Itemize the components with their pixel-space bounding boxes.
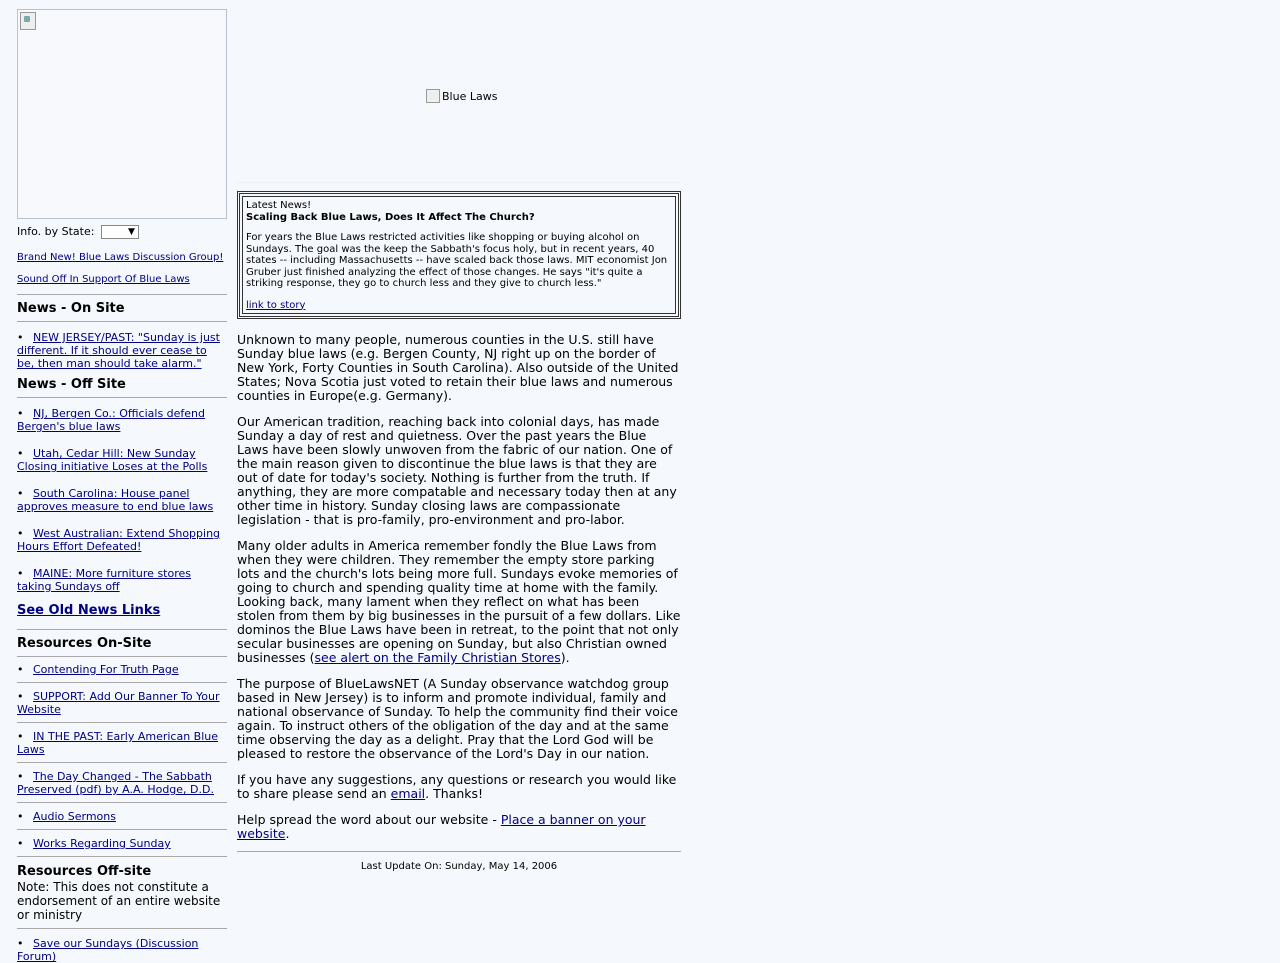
list-item	[17, 730, 227, 756]
news-off-site-link[interactable]: West Australian: Extend Shopping Hours Effort Defeated!	[17, 527, 221, 553]
divider	[17, 722, 227, 723]
divider	[17, 829, 227, 830]
state-select[interactable]	[101, 225, 139, 239]
list-item	[17, 810, 227, 823]
latest-news-body: For years the Blue Laws restricted activities like shopping or buying alcohol on Sundays. The goal was the keep the Sabbath's focus holy, but in recent years, 40 states -- including Massachusetts -- have scaled back those laws. MIT economist Jon Gruber just finished analyzing the effect of those changes. He says "it's quite a striking response, they go to church less and they give to church less."	[246, 232, 668, 289]
discussion-group-link[interactable]: Brand New! Blue Laws Discussion Group!	[17, 252, 224, 263]
broken-image-icon	[20, 12, 36, 30]
resource-link[interactable]: Works Regarding Sunday	[33, 837, 171, 850]
resources-off-note: Note: This does not constitute a endorsement of an entire website or ministry	[17, 880, 221, 922]
divider	[17, 802, 227, 803]
list-item	[17, 527, 227, 553]
divider	[17, 682, 227, 683]
news-on-site-link[interactable]: NEW JERSEY/PAST: "Sunday is just different. If it should ever cease to be, then man should take alarm."	[17, 331, 220, 370]
state-selector-row	[17, 224, 227, 240]
resource-link[interactable]: Audio Sermons	[33, 810, 116, 823]
soundoff-link[interactable]: Sound Off In Support Of Blue Laws	[17, 274, 190, 285]
resource-link[interactable]: The Day Changed - The Sabbath Preserved (pdf) by A.A. Hodge, D.D.	[17, 770, 214, 796]
state-label: Info. by State:	[17, 225, 95, 238]
sidebar	[17, 9, 227, 963]
paragraph-text: Many older adults in America remember fondly the Blue Laws from when they were children. They remember the empty store parking lots and the church's lots being more full. Sundays evoke memories of going to church and spending quality time at home with the family. Looking back, many lament when they reflect on what has been stolen from them by big businesses in the pursuit of a few dollars. Like dominos the Blue Laws have been in retreat, to the point that not only secular businesses are opening on Sunday, but also Christian owned businesses (	[237, 538, 681, 665]
divider	[17, 629, 227, 630]
news-off-site-link[interactable]: MAINE: More furniture stores taking Sundays off	[17, 567, 191, 593]
list-item	[17, 407, 227, 433]
list-item	[17, 447, 227, 473]
divider	[17, 762, 227, 763]
list-item	[17, 690, 227, 716]
resources-on-site-heading: Resources On-Site	[17, 636, 152, 651]
paragraph	[237, 773, 681, 801]
last-update: Last Update On: Sunday, May 14, 2006	[360, 861, 558, 872]
banner-alt-text: Blue Laws	[442, 90, 498, 103]
main-content	[237, 0, 681, 874]
divider	[17, 856, 227, 857]
story-link[interactable]: link to story	[246, 299, 306, 311]
list-item	[17, 937, 227, 963]
list-item	[17, 770, 227, 796]
resource-link[interactable]: IN THE PAST: Early American Blue Laws	[17, 730, 219, 756]
paragraph-text: Help spread the word about our website -	[237, 812, 501, 827]
divider	[17, 928, 227, 929]
paragraph: Our American tradition, reaching back into colonial days, has made Sunday a day of rest and quietness. Over the past years the Blue Laws have been slowly unwoven from the fabric of our nation. One of the main reason given to discontinue the blue laws is that they are out of date for today's society. Nothing is further from the truth. If anything, they are more compatable and necessary today then at any other time in history. Sunday closing laws are compassionate legislation - that is pro-family, pro-environment and pro-labor.	[237, 414, 677, 527]
old-news-link[interactable]: See Old News Links	[17, 603, 161, 618]
banner	[237, 0, 681, 183]
list-item	[17, 837, 227, 850]
resource-link[interactable]: SUPPORT: Add Our Banner To Your Website	[17, 690, 220, 716]
banner-image	[426, 89, 497, 104]
banner-placement-link[interactable]: Place a banner on your website	[237, 812, 646, 841]
resource-off-link[interactable]: Save our Sundays (Discussion Forum)	[17, 937, 199, 963]
resource-link[interactable]: Contending For Truth Page	[33, 663, 179, 676]
divider	[17, 294, 227, 295]
email-link[interactable]: email	[390, 786, 426, 801]
paragraph	[237, 813, 681, 841]
list-item	[17, 331, 227, 370]
news-off-site-link[interactable]: NJ, Bergen Co.: Officials defend Bergen's blue laws	[17, 407, 206, 433]
paragraph-text: . Thanks!	[425, 786, 484, 801]
divider	[17, 321, 227, 322]
news-off-site-heading: News - Off Site	[17, 377, 126, 392]
news-on-site-heading: News - On Site	[17, 301, 125, 316]
dropdown-arrow-icon: ▼	[128, 227, 135, 237]
list-item	[17, 567, 227, 593]
paragraph	[237, 539, 681, 665]
paragraph-text: .	[285, 826, 290, 841]
paragraph: Unknown to many people, numerous counties in the U.S. still have Sunday blue laws (e.g. Bergen County, NJ right up on the border of New York, Forty Counties in South Carolina). Also outside of the United States; Nova Scotia just voted to retain their blue laws and numerous counties in Europe(e.g. Germany).	[237, 332, 679, 403]
latest-news-title: Scaling Back Blue Laws, Does It Affect The Church?	[246, 211, 535, 223]
latest-news-box	[237, 191, 681, 319]
divider	[237, 851, 681, 852]
paragraph-text: ).	[560, 650, 570, 665]
list-item	[17, 487, 227, 513]
paragraph-text: If you have any suggestions, any questions or research you would like to share please send an	[237, 772, 677, 801]
logo-image[interactable]	[17, 9, 227, 219]
divider	[17, 397, 227, 398]
family-christian-alert-link[interactable]: see alert on the Family Christian Stores	[314, 650, 561, 665]
news-off-site-link[interactable]: South Carolina: House panel approves measure to end blue laws	[17, 487, 214, 513]
list-item	[17, 663, 227, 676]
broken-image-icon	[426, 89, 440, 103]
divider	[17, 656, 227, 657]
latest-news-label: Latest News!	[246, 200, 312, 211]
paragraph: The purpose of BlueLawsNET (A Sunday observance watchdog group based in New Jersey) is to inform and promote individual, family and national observance of Sunday. To help the community find their voice again. To instruct others of the obligation of the day and at the same time observing the day as a delight. Pray that the Lord God will be pleased to restore the observance of the Lord's Day in our nation.	[237, 676, 678, 761]
resources-off-site-heading: Resources Off-site	[17, 864, 152, 879]
news-off-site-link[interactable]: Utah, Cedar Hill: New Sunday Closing initiative Loses at the Polls	[17, 447, 208, 473]
